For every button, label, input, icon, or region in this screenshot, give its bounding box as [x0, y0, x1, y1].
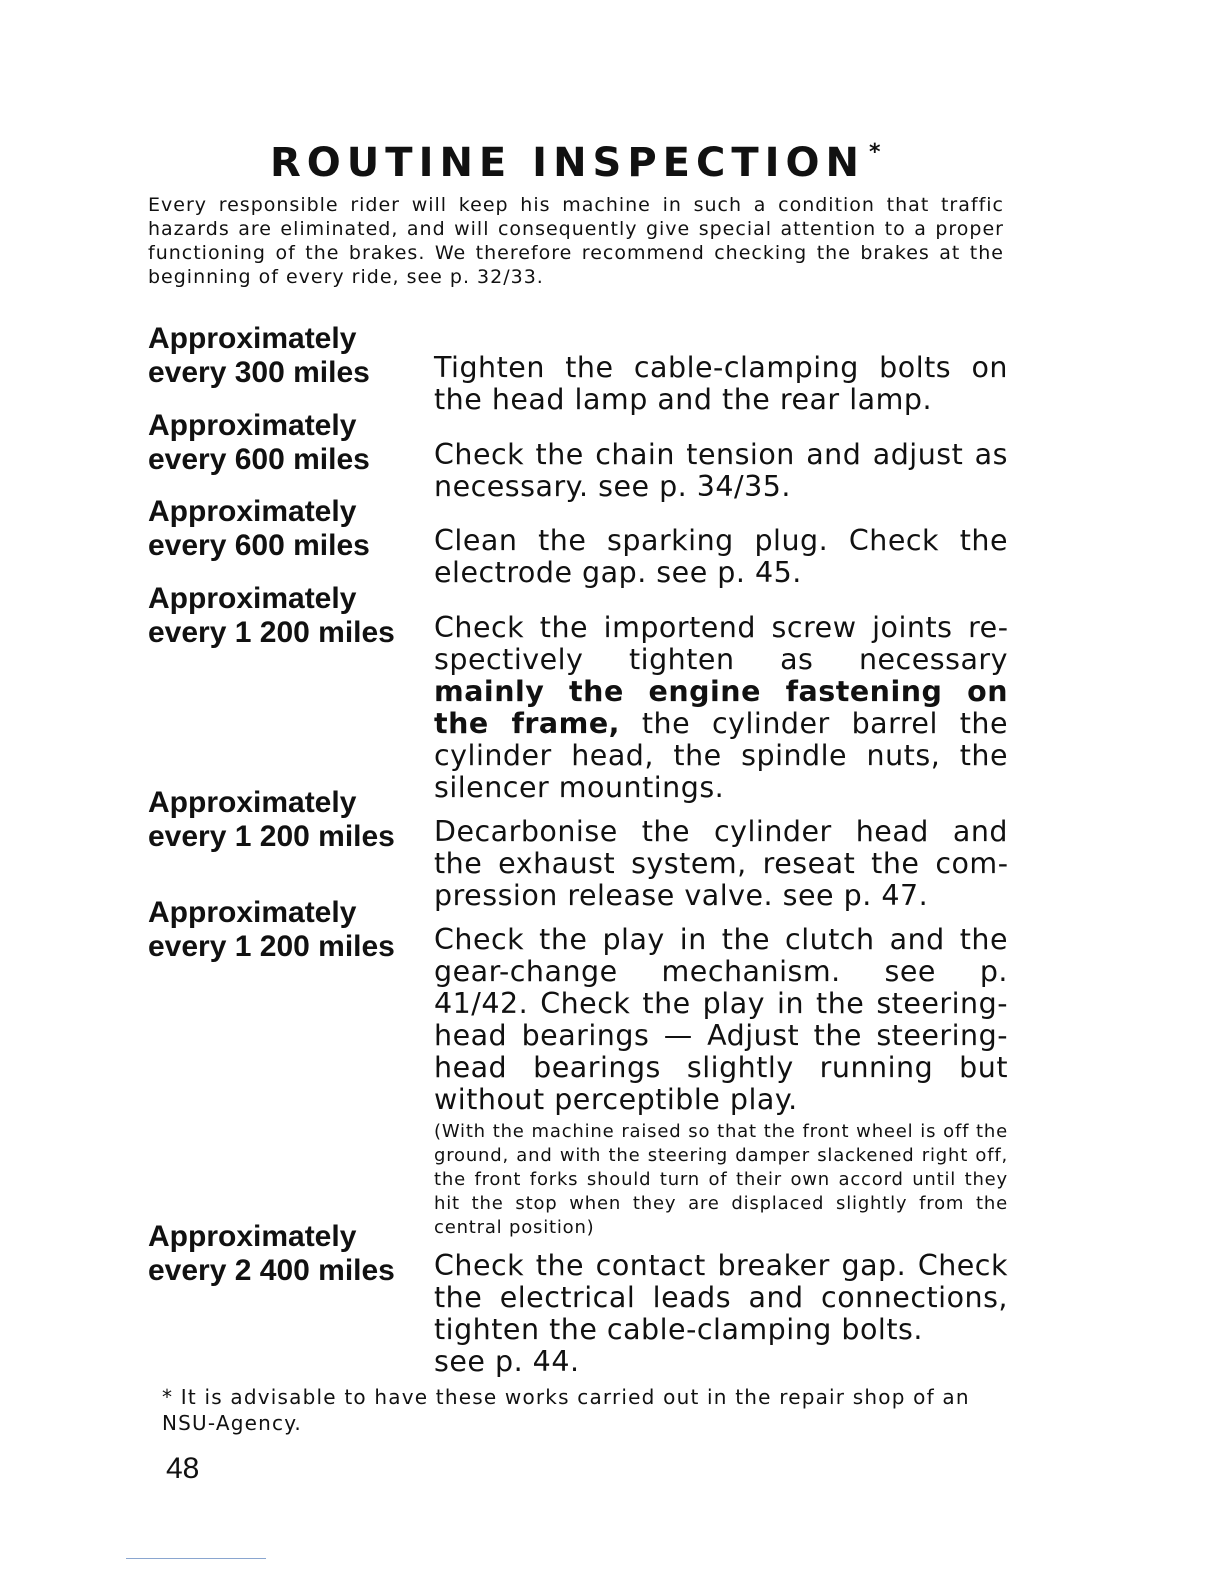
- interval-line-2: every 600 miles: [148, 529, 370, 562]
- interval-line-1: Approximately: [148, 409, 357, 442]
- interval-line-1: Approximately: [148, 582, 357, 615]
- interval-line-2: every 300 miles: [148, 356, 370, 389]
- interval-line-2: every 2 400 miles: [148, 1254, 395, 1287]
- task-description: [434, 924, 1008, 1240]
- title-asterisk: *: [869, 140, 887, 165]
- page-number: 48: [166, 1452, 200, 1485]
- interval-line-1: Approximately: [148, 896, 357, 929]
- interval-line-2: every 600 miles: [148, 443, 370, 476]
- interval-label: [148, 322, 418, 390]
- task-emphasis: mainly the engine fastening on the frame,: [434, 675, 1008, 740]
- task-text: Check the contact breaker gap. Check the electrical leads and connections, tighten the cable-clamping bolts.: [434, 1249, 1008, 1346]
- interval-line-2: every 1 200 miles: [148, 616, 395, 649]
- interval-label: [148, 1220, 418, 1288]
- task-description: [434, 1250, 1008, 1378]
- interval-label: [148, 786, 418, 854]
- footnote: * It is advisable to have these works carried out in the repair shop of an NSU-Agency.: [162, 1385, 970, 1435]
- bottom-rule: [126, 1558, 266, 1559]
- interval-line-2: every 1 200 miles: [148, 820, 395, 853]
- task-text: Check the play in the clutch and the gear-change mechanism. see p. 41/42. Check the play in the steering-head bearings — Adjust the steering-head bearings slightly running but without perceptible play.: [434, 923, 1008, 1116]
- interval-label: [148, 896, 418, 964]
- interval-label: [148, 582, 418, 650]
- task-note: (With the machine raised so that the front wheel is off the ground, and with the steering damper slackened right off, the front forks should turn of their own accord until they hit the stop when they are displaced slightly from the central position): [434, 1121, 1008, 1238]
- interval-line-1: Approximately: [148, 1220, 357, 1253]
- task-text: Check the importend screw joints respectively tighten as necessary: [434, 611, 1008, 676]
- interval-label: [148, 495, 418, 563]
- interval-label: [148, 409, 418, 477]
- interval-line-2: every 1 200 miles: [148, 930, 395, 963]
- task-description: Clean the sparking plug. Check the electrode gap. see p. 45.: [434, 524, 1008, 589]
- task-description: Decarbonise the cylinder head and the exhaust system, reseat the compression release valve. see p. 47.: [434, 815, 1008, 912]
- task-reference: see p. 44.: [434, 1345, 580, 1378]
- page-title: [270, 140, 890, 186]
- task-description: [434, 612, 1008, 804]
- title-text: ROUTINE INSPECTION: [270, 140, 865, 186]
- interval-line-1: Approximately: [148, 495, 357, 528]
- task-text-continued: the cylinder barrel the cylinder head, the spindle nuts, the silencer mountings.: [434, 707, 1008, 804]
- interval-line-1: Approximately: [148, 786, 357, 819]
- intro-paragraph: Every responsible rider will keep his machine in such a condition that traffic hazards are eliminated, and will consequently give special attention to a proper functioning of the brakes. We therefore recommend checking the brakes at the beginning of every ride, see p. 32/33.: [148, 194, 1004, 288]
- task-description: Tighten the cable-clamping bolts on the head lamp and the rear lamp.: [434, 351, 1008, 416]
- task-description: Check the chain tension and adjust as necessary. see p. 34/35.: [434, 438, 1008, 503]
- interval-line-1: Approximately: [148, 322, 357, 355]
